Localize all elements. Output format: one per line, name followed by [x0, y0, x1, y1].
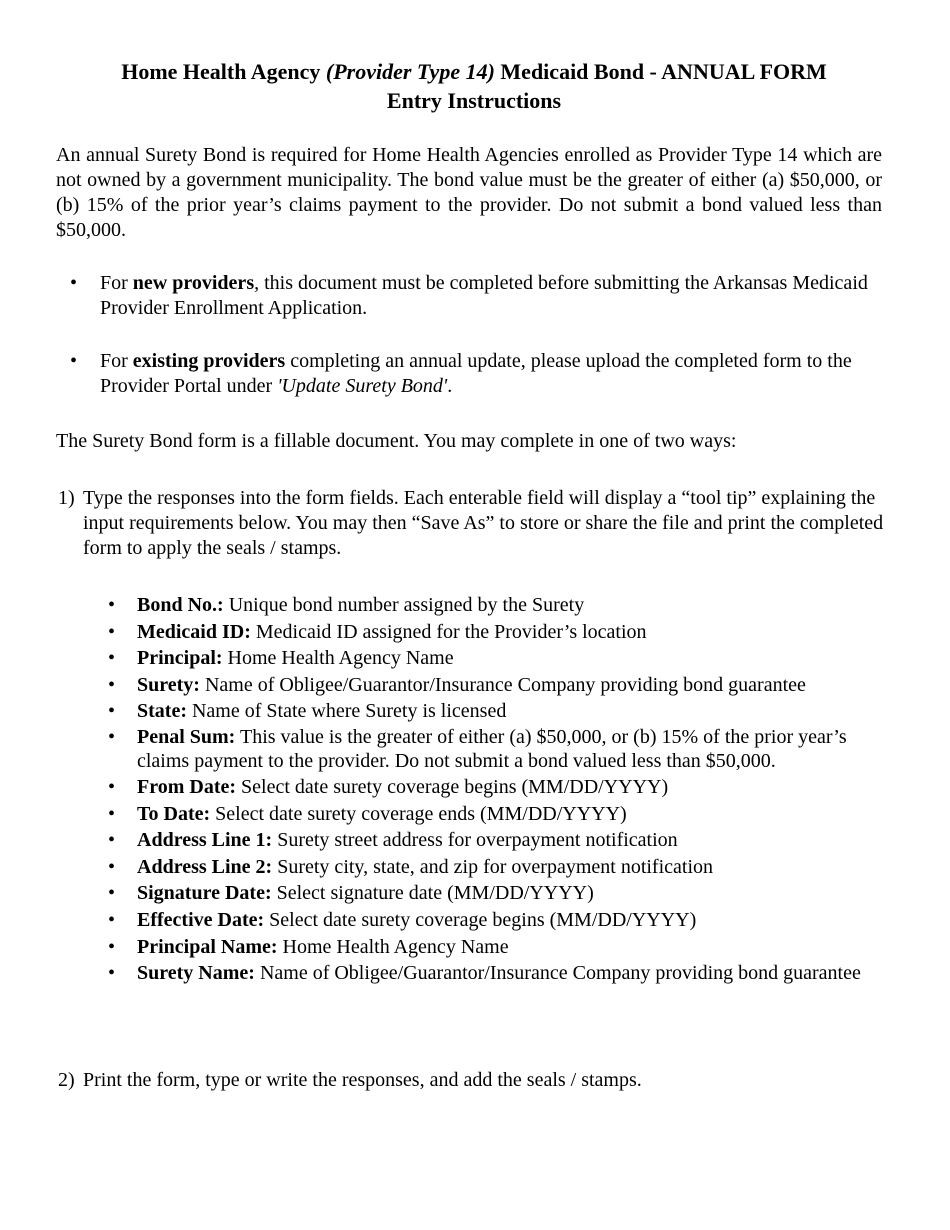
- field-label: Principal:: [137, 647, 223, 670]
- field-description: Surety city, state, and zip for overpayment notification: [272, 855, 714, 878]
- step-text: Print the form, type or write the responses, and add the seals / stamps.: [83, 1069, 642, 1091]
- bullet-text-pre: For: [100, 272, 133, 294]
- title-line-2: Entry Instructions: [386, 88, 562, 113]
- bullet-dot-icon: •: [108, 620, 116, 643]
- field-instruction-item: [108, 672, 878, 699]
- field-instruction-text: [137, 827, 878, 854]
- bullet-text-pre: For: [100, 350, 133, 372]
- field-instruction-text: [137, 934, 878, 961]
- step-1: [58, 486, 888, 561]
- bullet-text-bold: existing providers: [132, 350, 286, 372]
- field-label: State:: [137, 700, 187, 723]
- field-description: Name of Obligee/Guarantor/Insurance Company providing bond guarantee: [199, 673, 806, 696]
- bullet-text-post: , this document must be completed before submitting the Arkansas Medicaid Provider Enrollment Application.: [100, 272, 868, 319]
- intro-paragraph: An annual Surety Bond is required for Home Health Agencies enrolled as Provider Type 14 which are not owned by a government municipality. The bond value must be the greater of either (a) $50,000, or (b) 15% of the prior year’s claims payment to the provider. Do not submit a bond valued less than $50,000.: [56, 144, 882, 241]
- field-description: Unique bond number assigned by the Surety: [223, 594, 585, 616]
- title-part-3: Medicaid Bond - ANNUAL FORM: [494, 59, 827, 84]
- bullet-dot-icon: •: [108, 962, 116, 985]
- field-instruction-text: [137, 774, 878, 801]
- completion-methods-lead: The Surety Bond form is a fillable document. You may complete in one of two ways:: [56, 430, 737, 452]
- bullet-text-post: .: [447, 375, 453, 397]
- field-label: Address Line 1:: [137, 829, 273, 852]
- field-instruction-item: [108, 698, 878, 725]
- bullet-dot-icon: •: [70, 272, 78, 294]
- field-instruction-item: [108, 619, 878, 646]
- field-instruction-text: [137, 619, 878, 646]
- field-instruction-text: [137, 698, 878, 725]
- field-label: Bond No.:: [137, 594, 224, 616]
- field-instruction-item: [108, 645, 878, 672]
- bullet-dot-icon: •: [108, 647, 116, 670]
- bullet-dot-icon: •: [70, 350, 78, 372]
- bullet-dot-icon: •: [108, 700, 116, 723]
- bullet-dot-icon: •: [108, 908, 116, 931]
- bullet-dot-icon: •: [108, 829, 116, 852]
- bullet-new-providers: [70, 271, 882, 321]
- field-description: Select date surety coverage ends (MM/DD/YYYY): [210, 802, 627, 825]
- step-text: Type the responses into the form fields. Each enterable field will display a “tool tip” explaining the input requirements below. You may then “Save As” to store or share the file and print the completed form to apply the seals / stamps.: [83, 487, 884, 559]
- field-label: Address Line 2:: [137, 855, 273, 878]
- field-label: Principal Name:: [137, 935, 278, 958]
- step-number: 1): [58, 487, 75, 509]
- field-instruction-item: [108, 934, 878, 961]
- field-instruction-text: [137, 907, 878, 934]
- field-instruction-text: [137, 645, 878, 672]
- field-description: Select date surety coverage begins (MM/DD/YYYY): [236, 775, 669, 798]
- field-instruction-item: [108, 801, 878, 828]
- bullet-text-mid: completing an annual update, please upload the completed form to the Provider Portal under: [100, 350, 852, 397]
- field-description: Medicaid ID assigned for the Provider’s location: [250, 620, 647, 643]
- field-instruction-item: [108, 960, 878, 987]
- field-instruction-text: [137, 592, 878, 619]
- field-description: Surety street address for overpayment notification: [272, 829, 678, 852]
- field-instruction-text: [137, 725, 878, 774]
- field-instruction-item: [108, 854, 878, 881]
- title-line-1: [40, 57, 908, 86]
- field-label: Penal Sum:: [137, 725, 236, 748]
- field-instruction-text: [137, 960, 878, 987]
- field-description: Name of Obligee/Guarantor/Insurance Company providing bond guarantee: [254, 962, 861, 985]
- bullet-existing-providers: [70, 349, 882, 399]
- field-label: Medicaid ID:: [137, 620, 251, 643]
- field-label: From Date:: [137, 775, 237, 798]
- field-instruction-item: [108, 774, 878, 801]
- bullet-dot-icon: •: [108, 594, 116, 616]
- bullet-dot-icon: •: [108, 673, 116, 696]
- field-instruction-text: [137, 801, 878, 828]
- field-label: Signature Date:: [137, 882, 272, 905]
- bullet-dot-icon: •: [108, 855, 116, 878]
- field-instruction-item: [108, 907, 878, 934]
- bullet-dot-icon: •: [108, 882, 116, 905]
- title-provider-type: (Provider Type 14): [325, 59, 495, 84]
- field-instruction-text: [137, 880, 878, 907]
- field-description: Name of State where Surety is licensed: [186, 700, 507, 723]
- field-instruction-text: [137, 672, 878, 699]
- title-part-1: Home Health Agency: [121, 59, 326, 84]
- field-label: Surety Name:: [137, 962, 255, 985]
- step-2: [58, 1068, 888, 1093]
- field-instruction-item: [108, 592, 878, 619]
- field-instruction-text: [137, 854, 878, 881]
- field-instruction-item: [108, 880, 878, 907]
- bullet-dot-icon: •: [108, 935, 116, 958]
- bullet-dot-icon: •: [108, 802, 116, 825]
- bullet-text: [100, 271, 882, 321]
- bullet-text-bold: new providers: [132, 272, 255, 294]
- field-description: Home Health Agency Name: [222, 647, 454, 670]
- bullet-text: [100, 349, 882, 399]
- field-description: Home Health Agency Name: [277, 935, 509, 958]
- field-instruction-item: [108, 827, 878, 854]
- field-instruction-item: [108, 725, 878, 774]
- field-description: Select signature date (MM/DD/YYYY): [271, 882, 594, 905]
- bullet-dot-icon: •: [108, 725, 116, 748]
- field-description: Select date surety coverage begins (MM/DD/YYYY): [264, 908, 697, 931]
- field-label: Surety:: [137, 673, 200, 696]
- page-title: [40, 57, 908, 115]
- field-description: This value is the greater of either (a) $50,000, or (b) 15% of the prior year’s claims payment to the provider. Do not submit a bond valued less than $50,000.: [137, 725, 847, 773]
- step-number: 2): [58, 1069, 75, 1091]
- field-instructions-list: [108, 592, 878, 987]
- bullet-text-italic: 'Update Surety Bond': [277, 375, 448, 397]
- field-label: Effective Date:: [137, 908, 265, 931]
- field-label: To Date:: [137, 802, 211, 825]
- bullet-dot-icon: •: [108, 775, 116, 798]
